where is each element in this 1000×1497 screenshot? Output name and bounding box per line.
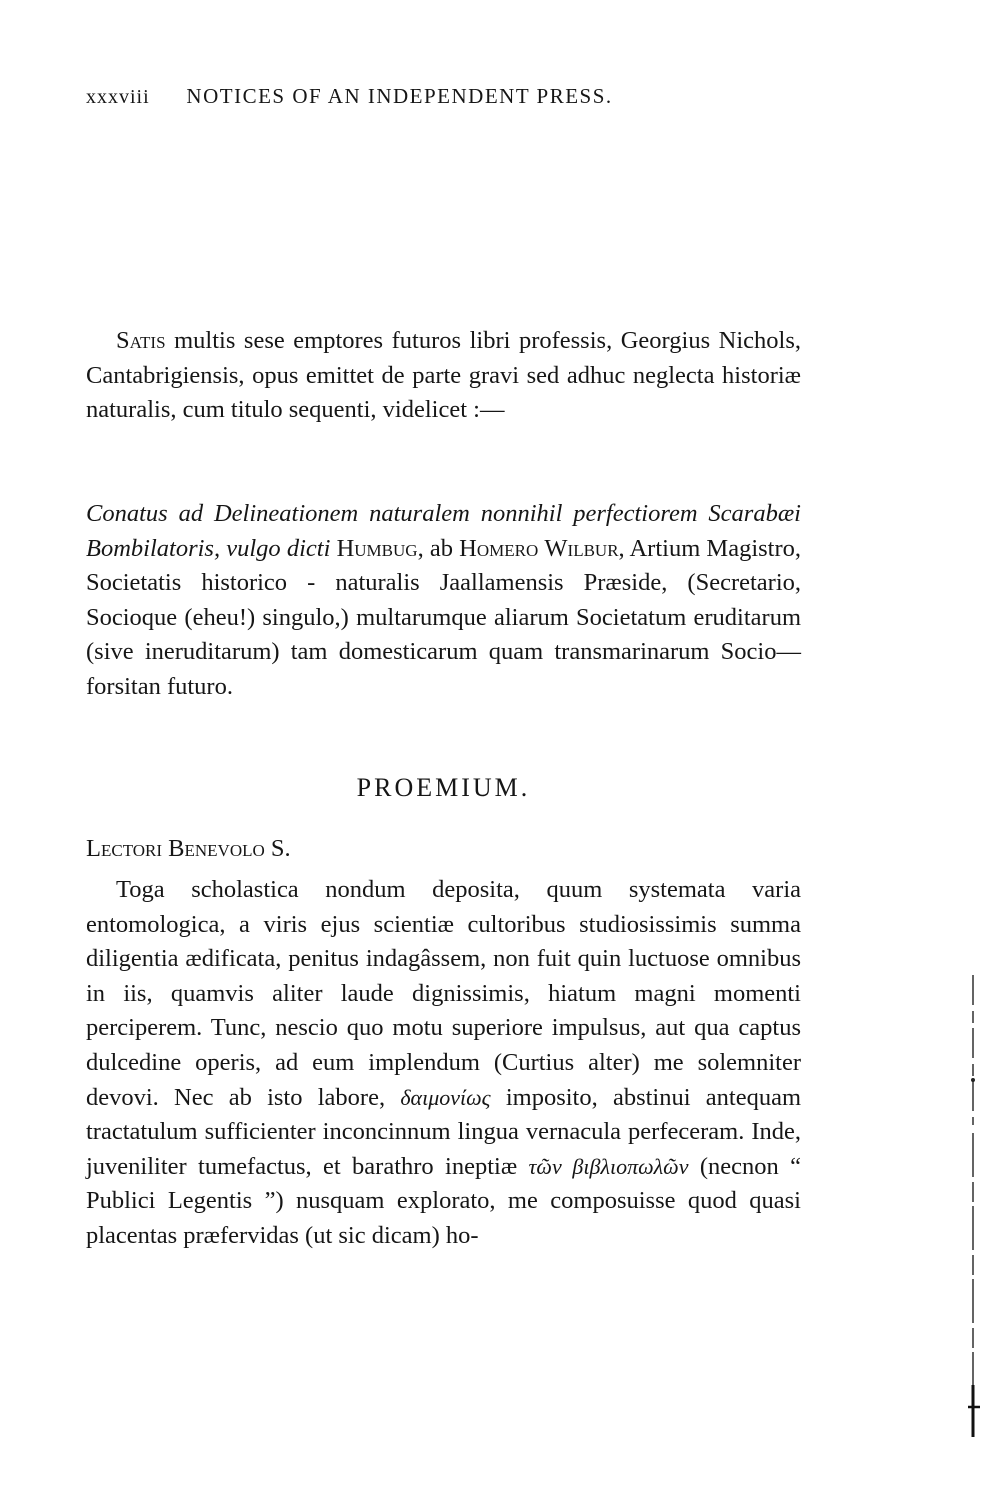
greek-phrase-2: τῶν βιβλιοπωλῶν [528, 1153, 689, 1179]
intro-lead-word: Satis [116, 327, 166, 354]
title-humbug: Humbug [336, 534, 418, 562]
salutation-end: S. [270, 835, 291, 862]
body-paragraph [86, 873, 801, 1254]
intro-paragraph [86, 324, 801, 428]
body-text-2: imposito, abstinui antequam tractatulum sufficienter inconcinnum lingua vernacula perfeceram. Inde, juveniliter tumefactus, et barathro ineptiæ [86, 1083, 802, 1180]
section-heading: PROEMIUM. [356, 773, 531, 802]
greek-word-1: δαιμονίως [400, 1084, 491, 1110]
author-last-name: Wilbur [544, 534, 619, 562]
body-text-1: Toga scholastica nondum deposita, quum systemata varia entomologica, a viris ejus scientiæ cultoribus studiosissimis summa diligentia ædificata, penitus indagâssem, non fuit quin luctuose omnibus in iis, quamvis aliter laude dignissimis, hiatum magni momenti perciperem. Tunc, nescio quo motu superiore impulsus, aut qua captus dulcedine operis, ad eum implendum (Curtius alter) me solemniter devovi. Nec ab isto labore, [86, 876, 801, 1111]
title-text-rest: , Artium Magistro, Societatis historico - naturalis Jaallamensis Præside, (Secretario, Socioque (eheu!) singulo,) multarumque aliarum Societatum eruditarum (sive ineruditarum) tam domesticarum quam transmarinarum Socio—forsitan futuro. [86, 534, 802, 700]
body-text-3: (necnon “ Publici Legentis ”) nusquam explorato, me composuisse quod quasi placentas præfervidas (ut sic dicam) ho- [86, 1152, 801, 1249]
salutation-lectori: Lectori [86, 835, 163, 862]
title-italic-text: Conatus ad Delineationem naturalem nonnihil perfectiorem Scarabæi Bombilatoris, vulgo dicti [86, 500, 801, 562]
running-title: NOTICES OF AN INDEPENDENT PRESS. [186, 84, 613, 108]
running-header [86, 84, 786, 109]
book-title-paragraph [86, 497, 801, 705]
intro-text: multis sese emptores futuros libri professis, Georgius Nichols, Cantabrigiensis, opus emittet de parte gravi sed adhuc neglecta historiæ naturalis, cum titulo sequenti, videlicet :— [86, 327, 802, 424]
title-text-ab: , ab [417, 534, 453, 562]
page-number: xxxviii [86, 86, 150, 108]
margin-bracket-mark [968, 975, 982, 1445]
salutation-benevolo: Benevolo [168, 835, 265, 862]
author-first-name: Homero [459, 534, 539, 562]
salutation [86, 832, 801, 867]
